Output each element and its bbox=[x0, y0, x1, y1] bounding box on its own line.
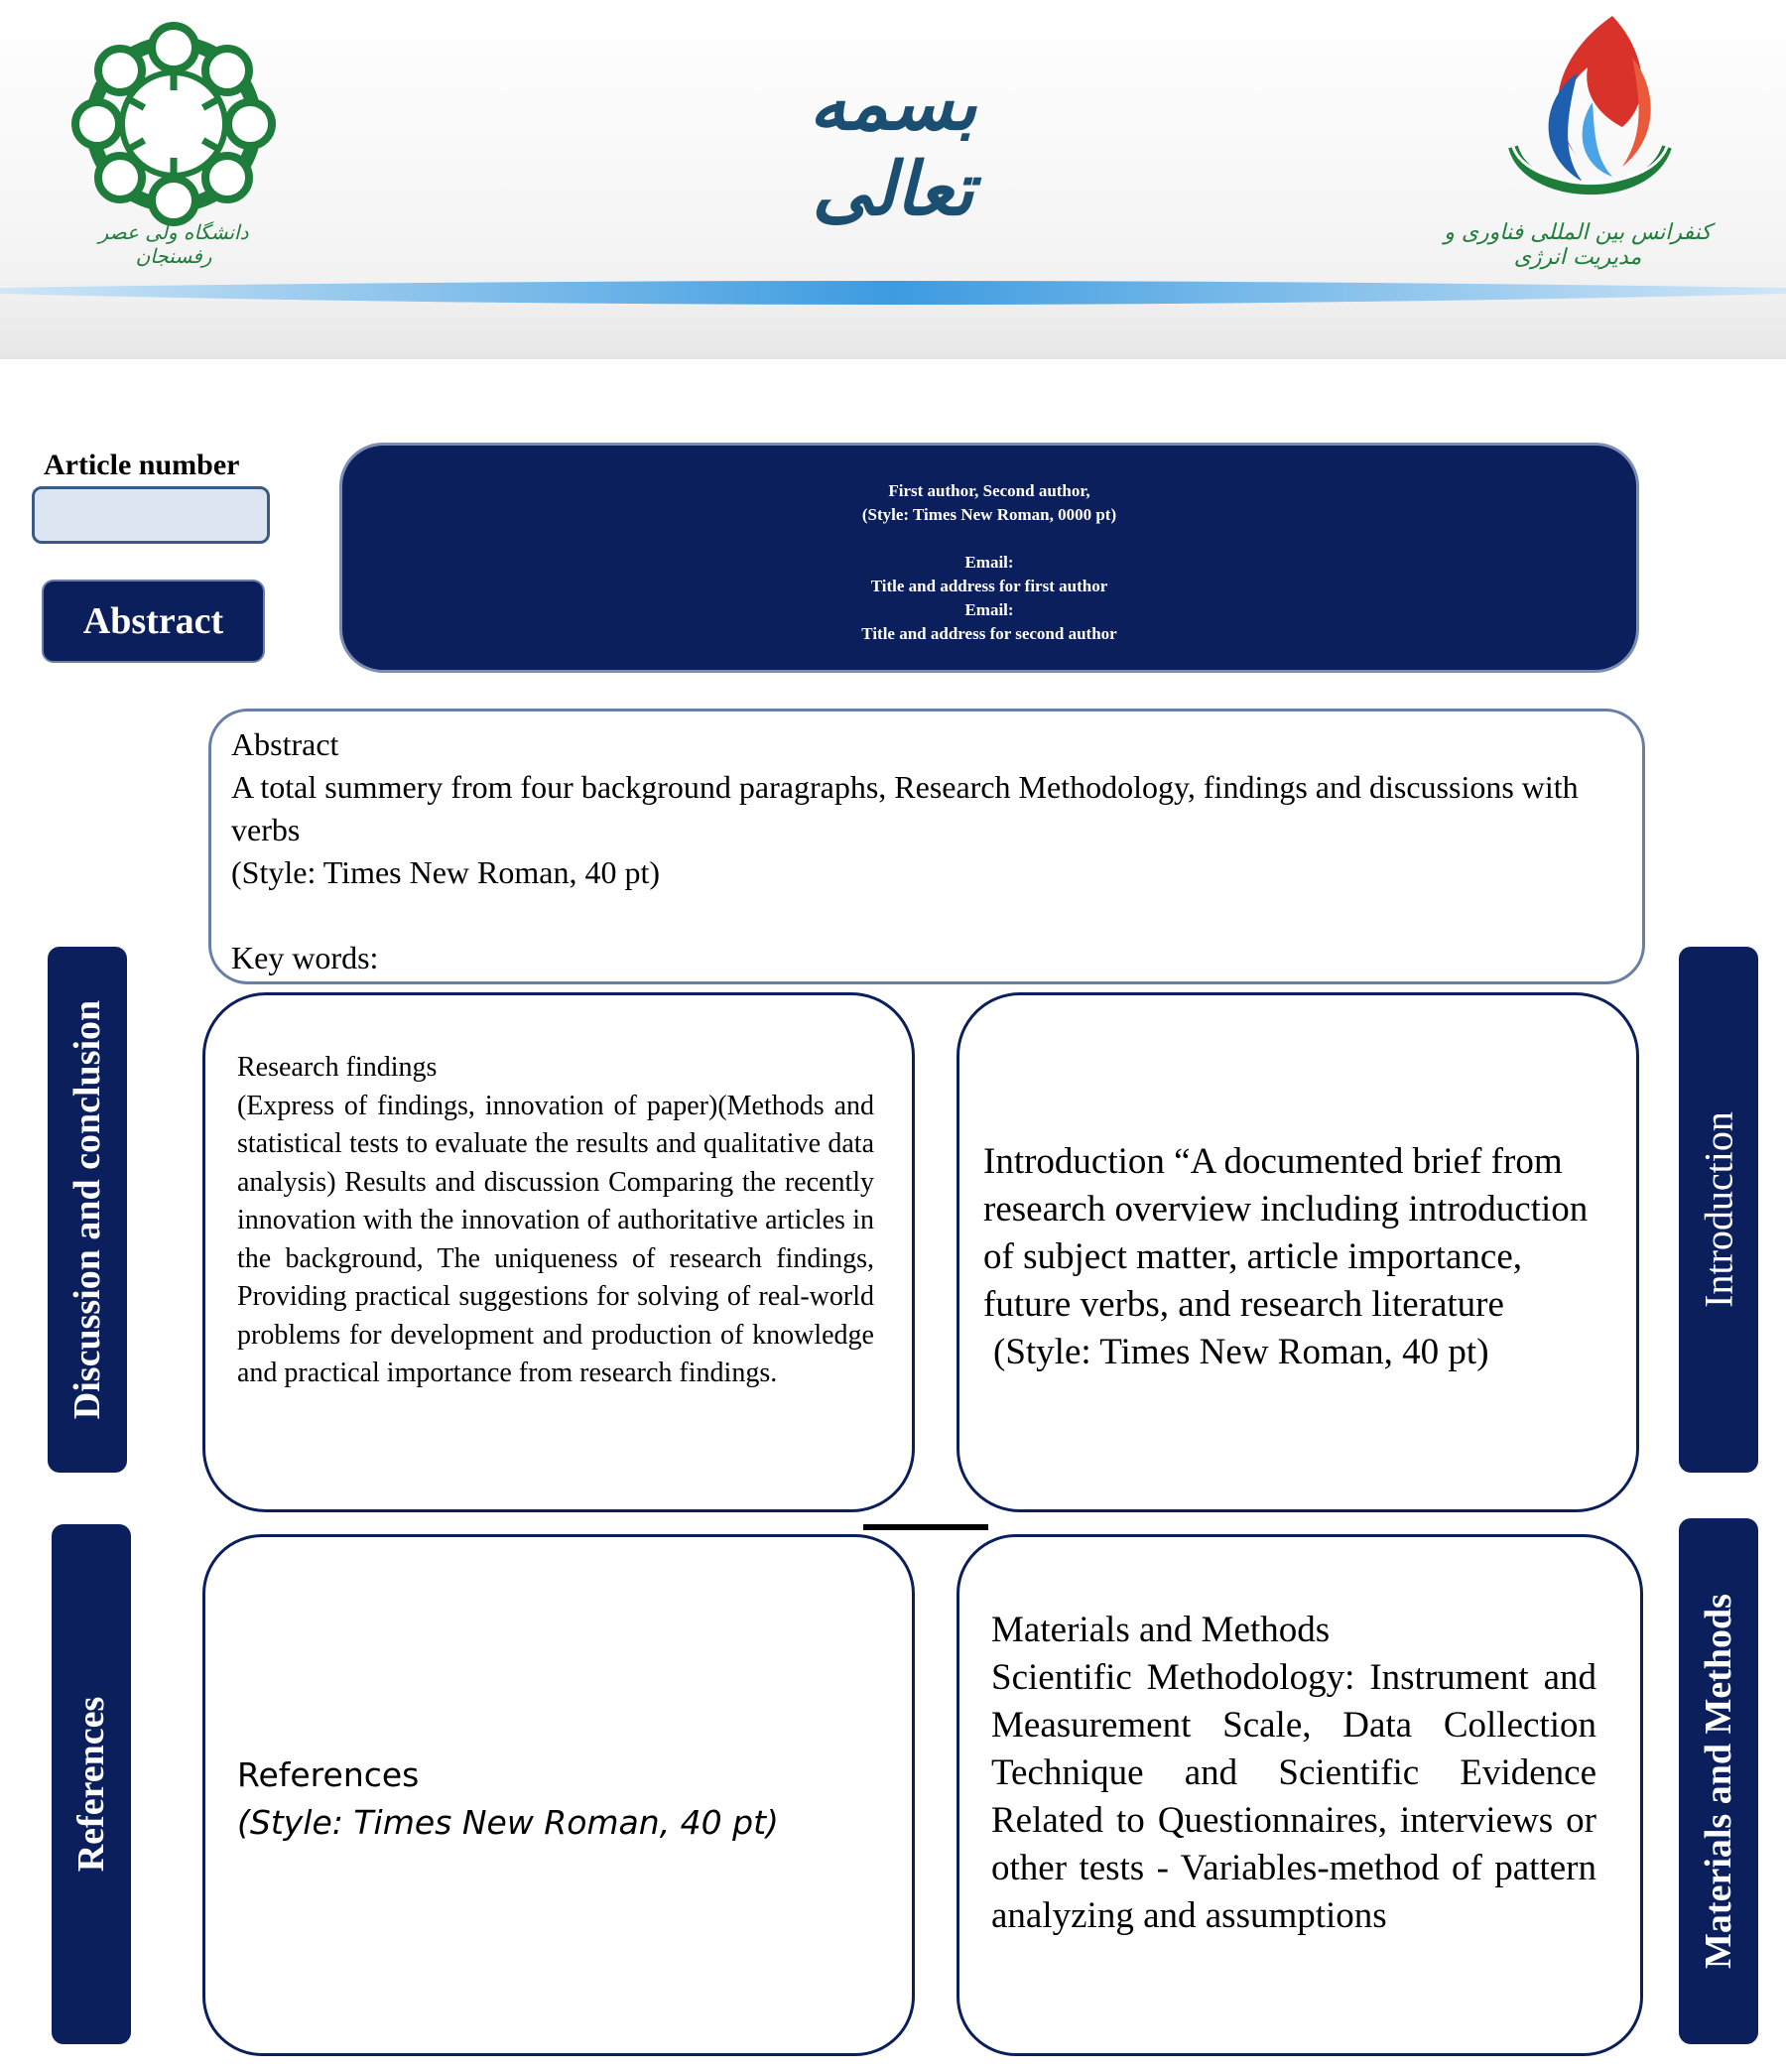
abstract-style-note: (Style: Times New Roman, 40 pt) bbox=[231, 854, 661, 890]
introduction-style-note: (Style: Times New Roman, 40 pt) bbox=[993, 1332, 1489, 1372]
references-box bbox=[202, 1534, 915, 2056]
references-style-note: (Style: Times New Roman, 40 pt) bbox=[237, 1803, 779, 1842]
first-author-email: Email: bbox=[964, 553, 1014, 572]
author-style-note: (Style: Times New Roman, 0000 pt) bbox=[861, 505, 1117, 524]
second-author-email: Email: bbox=[964, 600, 1014, 619]
first-author-address: Title and address for first author bbox=[870, 577, 1108, 595]
abstract-heading: Abstract bbox=[231, 726, 339, 762]
findings-text: (Express of findings, innovation of paper)(Methods and statistical tests to evaluate the results and qualitative data analysis) Results and discussion Comparing the recently innovation with the innovation of authoritative articles in the background, The uniqueness of research findings, Providing practical suggestions for solving of real-world problems for development and production of knowledge and practical importance from research findings. bbox=[237, 1090, 874, 1388]
findings-heading: Research findings bbox=[237, 1052, 438, 1083]
university-logo bbox=[69, 20, 278, 228]
author-info-box bbox=[339, 443, 1639, 673]
conference-name: کنفرانس بین المللی فناوری و مدیریت انرژی bbox=[1444, 220, 1712, 270]
introduction-tab-label: Introduction bbox=[1696, 1111, 1741, 1308]
introduction-text: Introduction “A documented brief from research overview including introduction of subject matter, article importance, future verbs, and research literature bbox=[983, 1141, 1589, 1325]
methods-text: Scientific Methodology: Instrument and Measurement Scale, Data Collection Technique and Scientific Evidence Related to Questionnaires, interviews or other tests - Variables-method of pattern analyzing and assumptions bbox=[991, 1657, 1596, 1936]
references-heading: References bbox=[237, 1755, 420, 1794]
introduction-tab bbox=[1679, 947, 1758, 1473]
divider-line bbox=[863, 1524, 988, 1530]
references-tab bbox=[52, 1524, 131, 2044]
header-blue-stripe bbox=[0, 276, 1786, 316]
abstract-box bbox=[208, 709, 1645, 984]
university-name: دانشگاه ولی عصر رفسنجان bbox=[98, 220, 249, 268]
abstract-text: A total summery from four background paragraphs, Research Methodology, findings and discussions with verbs bbox=[231, 769, 1579, 847]
research-findings-box bbox=[202, 992, 915, 1512]
discussion-conclusion-tab-label: Discussion and conclusion bbox=[66, 999, 108, 1420]
author-names: First author, Second author, bbox=[888, 481, 1090, 500]
materials-methods-tab-label: Materials and Methods bbox=[1698, 1594, 1739, 1969]
discussion-conclusion-tab bbox=[48, 947, 127, 1473]
article-number-input[interactable] bbox=[32, 486, 270, 544]
references-tab-label: References bbox=[70, 1696, 112, 1873]
conference-logo bbox=[1483, 8, 1692, 231]
article-number-label: Article number bbox=[44, 449, 240, 481]
basmala-heading: بسمه تعالی bbox=[809, 62, 977, 232]
second-author-address: Title and address for second author bbox=[861, 624, 1117, 643]
introduction-box bbox=[957, 992, 1639, 1512]
methods-heading: Materials and Methods bbox=[991, 1610, 1331, 1650]
materials-methods-tab bbox=[1679, 1518, 1758, 2044]
keywords-label: Key words: bbox=[231, 940, 379, 975]
materials-methods-box bbox=[957, 1534, 1643, 2056]
abstract-tab: Abstract bbox=[42, 580, 265, 663]
